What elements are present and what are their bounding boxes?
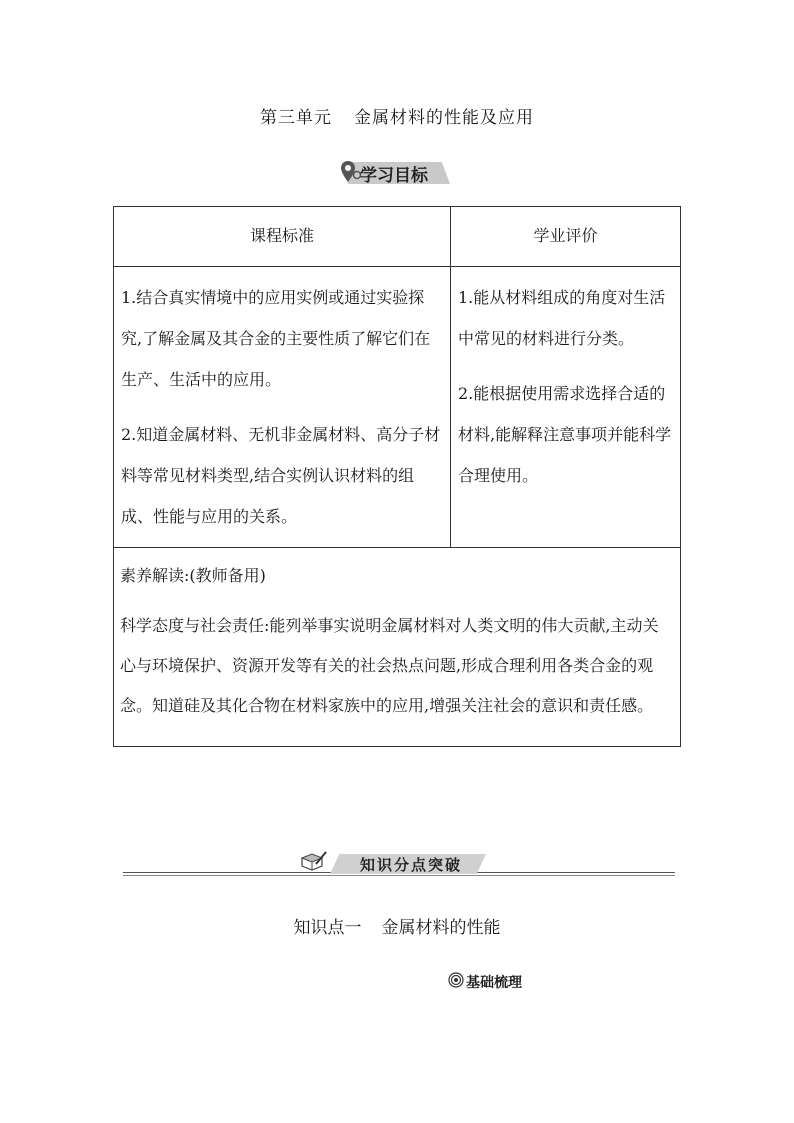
learning-goals-label: 学习目标 [360, 166, 428, 186]
learning-goals-banner [340, 158, 450, 186]
location-pin-icon [340, 160, 362, 188]
knowledge-point-name: 金属材料的性能 [381, 918, 501, 938]
knowledge-section-banner [123, 852, 675, 876]
knowledge-point-number: 知识点一 [293, 918, 362, 938]
header-academic-evaluation: 学业评价 [451, 207, 681, 267]
book-pen-icon [300, 850, 328, 878]
table-row [114, 548, 681, 747]
knowledge-point-title [0, 913, 794, 938]
literacy-cell [114, 548, 681, 747]
evaluation-item-2: 2.能根据使用需求选择合适的材料,能解释注意事项并能科学合理使用。 [458, 384, 672, 485]
header-course-standard: 课程标准 [114, 207, 451, 267]
standard-item-1: 1.结合真实情境中的应用实例或通过实验探究,了解金属及其合金的主要性质了解它们在生产、生活中的应用。 [121, 288, 431, 389]
literacy-heading: 素养解读:(教师备用) [120, 566, 266, 585]
standard-item-2: 2.知道金属材料、无机非金属材料、高分子材料等常见材料类型,结合实例认识材料的组成、性能与应用的关系。 [121, 425, 441, 526]
unit-title [0, 103, 794, 128]
academic-evaluation-cell [451, 267, 681, 548]
literacy-body: 科学态度与社会责任:能列举事实说明金属材料对人类文明的伟大贡献,主动关心与环境保护、资源开发等有关的社会热点问题,形成合理利用各类合金的观念。知道硅及其化合物在材料家族中的应用,增强关注社会的意识和责任感。 [120, 616, 659, 715]
spiral-icon [448, 972, 464, 992]
basic-review-label: 基础梳理 [466, 975, 522, 991]
knowledge-section-label: 知识分点突破 [359, 856, 462, 874]
unit-name: 金属材料的性能及应用 [354, 108, 534, 128]
unit-number: 第三单元 [260, 108, 332, 128]
table-header-row [114, 207, 681, 267]
course-standard-cell [114, 267, 451, 548]
evaluation-item-1: 1.能从材料组成的角度对生活中常见的材料进行分类。 [458, 288, 666, 348]
basic-review-tag [448, 972, 522, 992]
divider [123, 875, 675, 876]
goals-table [113, 206, 681, 747]
table-row [114, 267, 681, 548]
